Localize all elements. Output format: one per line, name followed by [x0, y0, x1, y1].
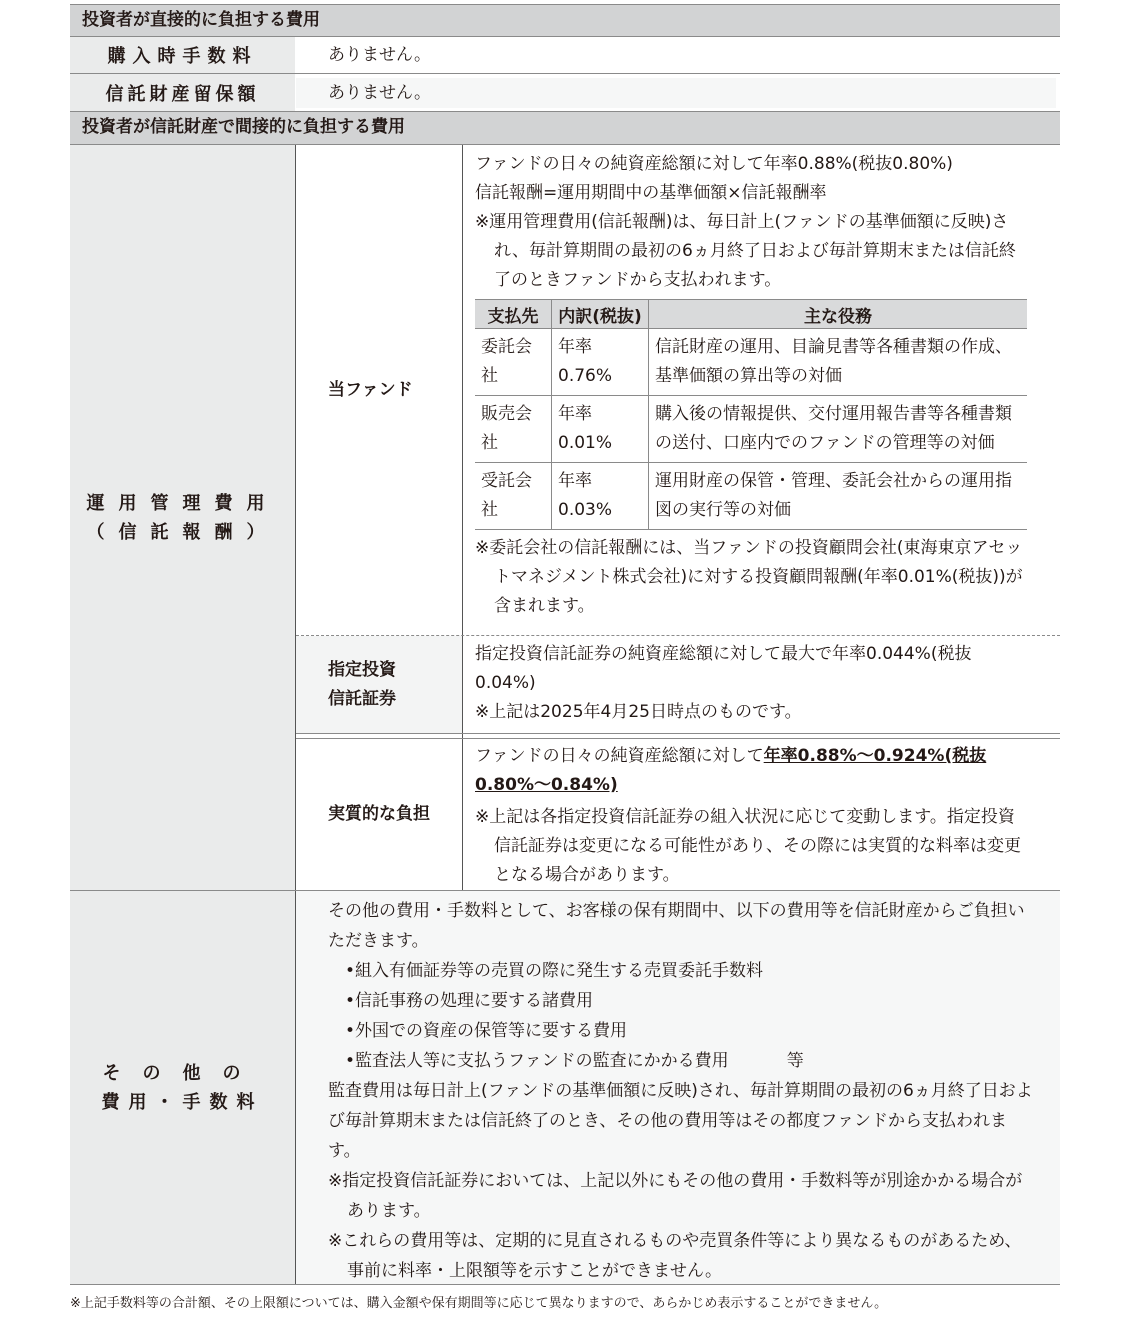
- designated-label: [328, 656, 448, 714]
- service-cell: 購入後の情報提供、交付運用報告書等各種書類の送付、口座内でのファンドの管理等の対価: [649, 396, 1028, 463]
- other-fees-note2: ※これらの費用等は、定期的に見直されるものや売買条件等により異なるものがあるため、事前に料率・上限額等を示すことができません。: [328, 1231, 1022, 1281]
- indirect-cost-header: 投資者が信託財産で間接的に負担する費用: [70, 112, 1060, 144]
- other-fees-label-line2: 費用・手数料: [101, 1091, 264, 1113]
- purchase-fee-value: ありません。: [328, 45, 432, 65]
- retention-value: ありません。: [296, 78, 1056, 108]
- other-fees-content: [328, 896, 1033, 1286]
- etc-text: 等: [786, 1051, 804, 1071]
- management-fee-label-line1: 運用管理費用: [86, 492, 279, 514]
- purchase-fee-label: 購入時手数料: [70, 37, 295, 73]
- header-payee: 支払先: [475, 300, 552, 329]
- designated-label-line2: 信託証券: [328, 689, 396, 709]
- table-header-row: [475, 300, 1027, 329]
- fee-breakdown-table: [475, 299, 1027, 530]
- effective-note: ※上記は各指定投資信託証券の組入状況に応じて変動します。指定投資信託証券は変更になる可能性があり、その際には実質的な料率は変更となる場合があります。: [475, 807, 1021, 885]
- audit-fee-text: 監査費用は毎日計上(ファンドの基準価額に反映)され、毎計算期間の最初の6ヵ月終了日および毎計算期末または信託終了のとき、その他の費用等はその都度ファンドから支払われます。: [328, 1081, 1033, 1161]
- other-fees-note1: ※指定投資信託証券においては、上記以外にもその他の費用・手数料等が別途かかる場合があります。: [328, 1171, 1023, 1221]
- fund-advisor-note: ※委託会社の信託報酬には、当ファンドの投資顧問会社(東海東京アセットマネジメント株式会社)に対する投資顧問報酬(年率0.01%(税抜))が含まれます。: [475, 538, 1023, 616]
- other-fee-bullet-row: [328, 1046, 1033, 1076]
- fund-label: 当ファンド: [328, 380, 413, 400]
- direct-cost-header: 投資者が直接的に負担する費用: [70, 5, 1060, 36]
- divider: [296, 733, 1060, 734]
- payee-cell: 受託会社: [475, 463, 552, 530]
- designated-note: ※上記は2025年4月25日時点のものです。: [475, 702, 802, 722]
- effective-rate-text: [475, 742, 1030, 800]
- other-fee-bullet: •外国での資産の保管等に要する費用: [345, 1021, 628, 1041]
- other-fees-intro: その他の費用・手数料として、お客様の保有期間中、以下の費用等を信託財産からご負担いただきます。: [328, 901, 1025, 951]
- footnote: ※上記手数料等の合計額、その上限額については、購入金額や保有期間等に応じて異なりますので、あらかじめ表示することができません。: [70, 1296, 888, 1311]
- designated-rate-text: 指定投資信託証券の純資産総額に対して最大で年率0.044%(税抜0.04%): [475, 644, 972, 693]
- retention-label: 信託財産留保額: [70, 74, 295, 111]
- other-fee-bullet: •監査法人等に支払うファンドの監査にかかる費用: [345, 1051, 729, 1071]
- payee-cell: 委託会社: [475, 329, 552, 396]
- rate-cell: 年率0.76%: [552, 329, 649, 396]
- other-fee-bullet: •組入有価証券等の売買の際に発生する売買委託手数料: [345, 961, 764, 981]
- header-service: 主な役務: [649, 300, 1028, 329]
- divider: [296, 738, 1060, 739]
- table-row: [475, 329, 1027, 396]
- other-fee-bullet: •信託事務の処理に要する諸費用: [345, 991, 594, 1011]
- designated-content: [475, 640, 1030, 727]
- fund-content: [475, 150, 1030, 621]
- designated-label-line1: 指定投資: [328, 660, 396, 680]
- effective-rate-highlight: 年率0.88%～0.924%(税抜0.80%～0.84%): [475, 746, 987, 795]
- other-fees-label: [70, 891, 295, 1284]
- management-fee-label-line2: （信託報酬）: [86, 521, 279, 543]
- service-cell: 運用財産の保管・管理、委託会社からの運用指図の実行等の対価: [649, 463, 1028, 530]
- other-fees-label-line1: その他の: [102, 1062, 263, 1084]
- effective-content: [475, 742, 1030, 890]
- payee-cell: 販売会社: [475, 396, 552, 463]
- management-fee-label: [70, 145, 295, 890]
- service-cell: 信託財産の運用、目論見書等各種書類の作成、基準価額の算出等の対価: [649, 329, 1028, 396]
- effective-burden-label: 実質的な負担: [328, 804, 430, 824]
- fund-rate-text: ファンドの日々の純資産総額に対して年率0.88%(税抜0.80%): [475, 154, 953, 174]
- fund-formula-text: 信託報酬=運用期間中の基準価額×信託報酬率: [475, 183, 827, 203]
- header-breakdown: 内訳(税抜): [552, 300, 649, 329]
- rate-cell: 年率0.01%: [552, 396, 649, 463]
- rate-cell: 年率0.03%: [552, 463, 649, 530]
- table-row: [475, 463, 1027, 530]
- table-row: [475, 396, 1027, 463]
- table-bottom-border: [70, 1284, 1060, 1285]
- effective-rate-prefix: ファンドの日々の純資産総額に対して: [475, 746, 764, 766]
- sub-column-divider: [462, 145, 463, 890]
- fund-note: ※運用管理費用(信託報酬)は、毎日計上(ファンドの基準価額に反映)され、毎計算期間の最初の6ヵ月終了日および毎計算期末または信託終了のときファンドから支払われます。: [475, 212, 1016, 290]
